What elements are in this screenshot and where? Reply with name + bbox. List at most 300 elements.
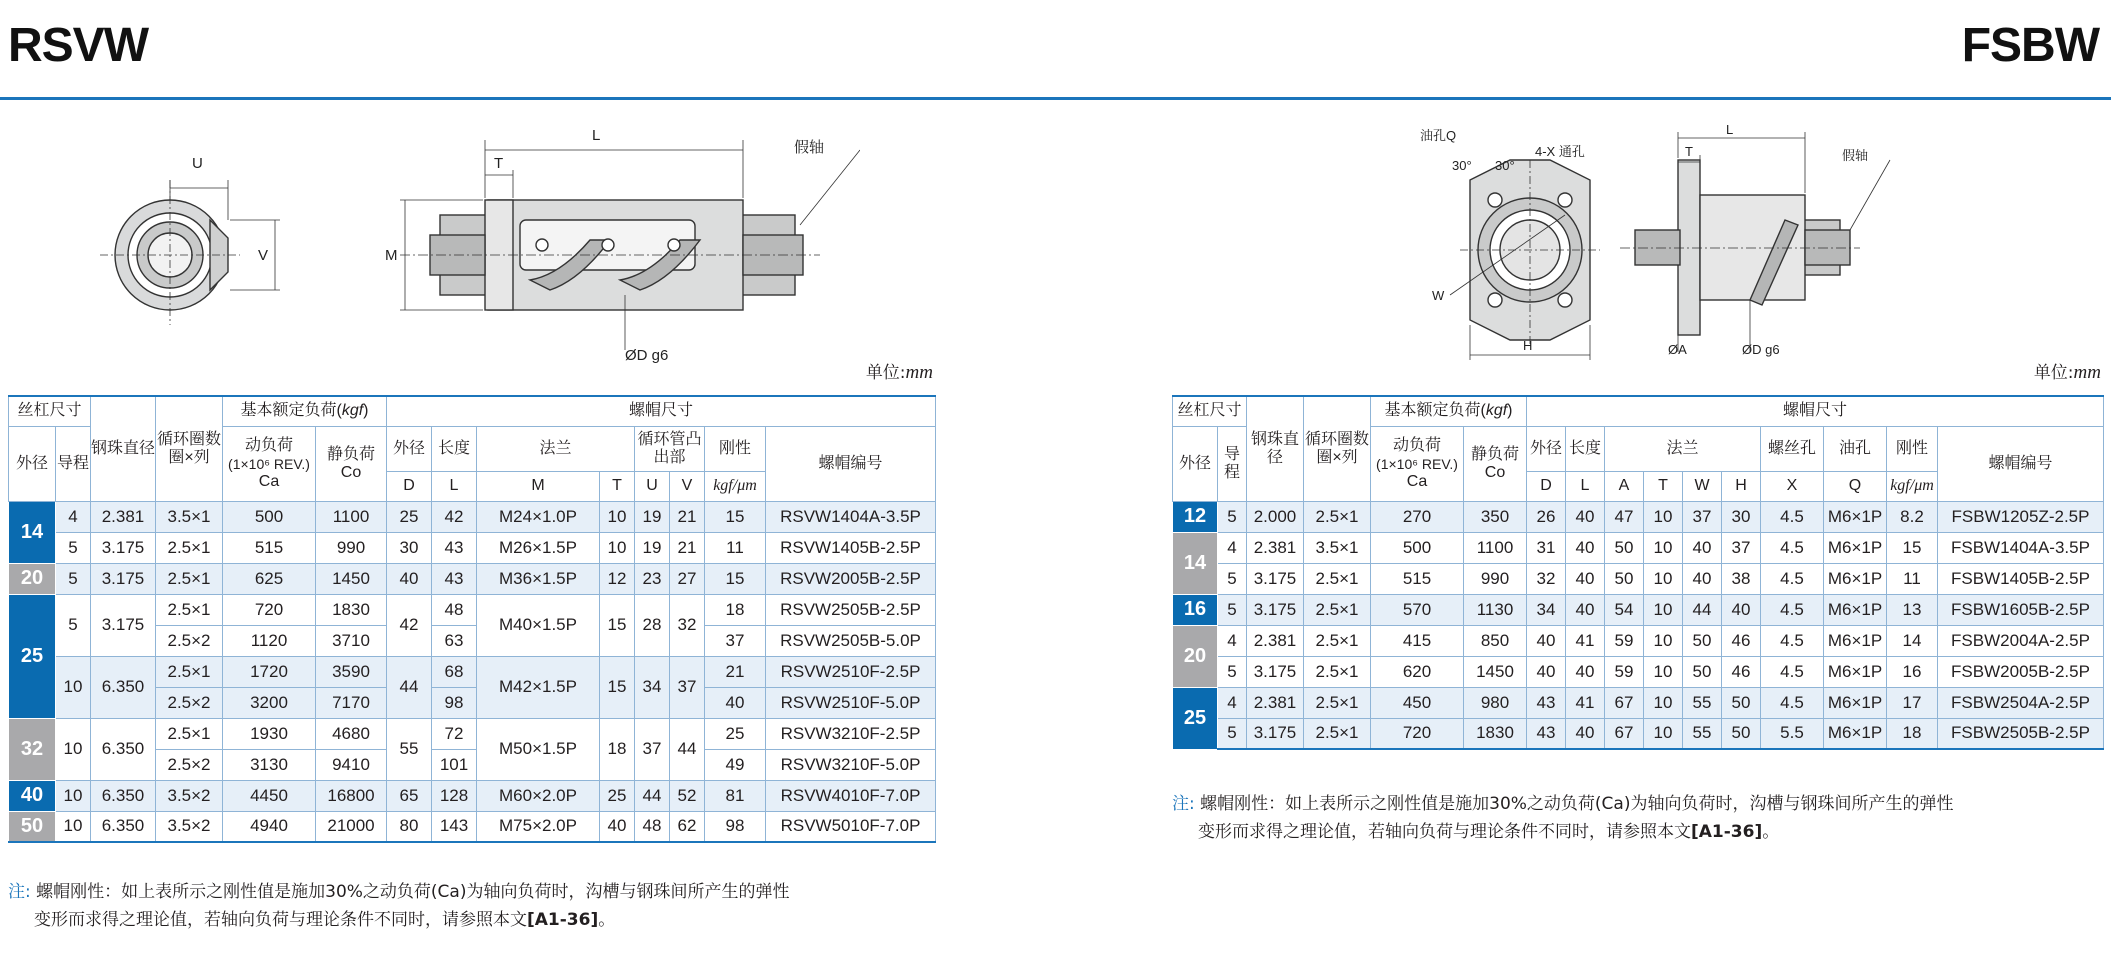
- cell: 25: [600, 780, 635, 811]
- cell: 28: [635, 594, 670, 656]
- cell: 2.381: [1247, 532, 1304, 563]
- cell: 5: [56, 594, 91, 656]
- cell: 2.5×1: [1304, 656, 1371, 687]
- cell: RSVW5010F-7.0P: [766, 811, 936, 842]
- hdr-screw-size-r: 丝杠尺寸: [1173, 396, 1247, 426]
- dim-D-label: ØD g6: [625, 347, 669, 364]
- cell: 43: [432, 532, 477, 563]
- cell: 1100: [316, 501, 387, 532]
- cell: 350: [1464, 501, 1527, 532]
- cell: 55: [387, 718, 432, 780]
- cell: 43: [1527, 718, 1566, 749]
- cell: 16800: [316, 780, 387, 811]
- hdr-bolt-hole: 螺丝孔: [1761, 426, 1824, 471]
- hdr-flange: 法兰: [477, 426, 635, 471]
- cell: 10: [600, 532, 635, 563]
- hdr-Q: Q: [1824, 471, 1887, 501]
- hdr-part-no-r: 螺帽编号: [1938, 426, 2104, 501]
- cell: 10: [1644, 687, 1683, 718]
- cell: 37: [705, 625, 766, 656]
- dim-T-label-r: T: [1685, 144, 1693, 159]
- cell: 50: [1683, 625, 1722, 656]
- cell: 1450: [1464, 656, 1527, 687]
- cell: 42: [432, 501, 477, 532]
- cell: 2.5×1: [1304, 687, 1371, 718]
- cell: 1720: [223, 656, 316, 687]
- cell: 15: [600, 594, 635, 656]
- dia-cell: 25: [1173, 687, 1218, 749]
- hdr-L: L: [432, 471, 477, 501]
- dia-cell: 20: [1173, 625, 1218, 687]
- cell: RSVW1405B-2.5P: [766, 532, 936, 563]
- cell: 55: [1683, 718, 1722, 749]
- cell: 1830: [1464, 718, 1527, 749]
- cell: 37: [635, 718, 670, 780]
- cell: 2.5×1: [1304, 563, 1371, 594]
- dim-T-label: T: [494, 155, 504, 172]
- cell: 2.5×1: [156, 718, 223, 749]
- cell: 50: [1722, 687, 1761, 718]
- cell: 31: [1527, 532, 1566, 563]
- cell: 15: [600, 656, 635, 718]
- cell: 40: [1566, 563, 1605, 594]
- angle-right-label: 30°: [1495, 158, 1515, 173]
- cell: 44: [387, 656, 432, 718]
- cell: 2.5×1: [1304, 594, 1371, 625]
- cell: 30: [1722, 501, 1761, 532]
- cell: 3.5×1: [1304, 532, 1371, 563]
- cell: 128: [432, 780, 477, 811]
- cell: FSBW1205Z-2.5P: [1938, 501, 2104, 532]
- cell: 2.5×1: [156, 594, 223, 625]
- cell: 62: [670, 811, 705, 842]
- table-row: [9, 811, 936, 842]
- cell: 42: [387, 594, 432, 656]
- cell: 72: [432, 718, 477, 749]
- cell: 5: [1218, 594, 1247, 625]
- cell: M6×1P: [1824, 718, 1887, 749]
- dia-cell: 16: [1173, 594, 1218, 625]
- dummy-shaft-label-r: 假轴: [1842, 148, 1869, 163]
- hdr-oil-hole: 油孔: [1824, 426, 1887, 471]
- cell: 15: [705, 563, 766, 594]
- hdr-M: M: [477, 471, 600, 501]
- cell: 65: [387, 780, 432, 811]
- dim-W-label: W: [1432, 288, 1445, 303]
- cell: FSBW1405B-2.5P: [1938, 563, 2104, 594]
- cell: 4450: [223, 780, 316, 811]
- cell: 10: [56, 811, 91, 842]
- cell: 2.000: [1247, 501, 1304, 532]
- cell: 27: [670, 563, 705, 594]
- hdr-H: H: [1722, 471, 1761, 501]
- hdr-circuits-r: 循环圈数圈×列: [1304, 396, 1371, 501]
- dia-cell: 50: [9, 811, 56, 842]
- dim-A-label: ØA: [1668, 342, 1687, 357]
- cell: 4.5: [1761, 563, 1824, 594]
- footnote-right: 注: 螺帽刚性：如上表所示之刚性值是施加30%之动负荷(Ca)为轴向负荷时，沟槽与钢珠间所产生的弹性 变形而求得之理论值，若轴向负荷与理论条件不同时，请参照本文[A1-36]。: [1172, 794, 1954, 842]
- cell: 40: [705, 687, 766, 718]
- hdr-stiff-unit: kgf/μm: [705, 471, 766, 501]
- dia-cell: 14: [1173, 532, 1218, 594]
- cell: 101: [432, 749, 477, 780]
- cell: 19: [635, 532, 670, 563]
- cell: 44: [670, 718, 705, 780]
- cell: M6×1P: [1824, 594, 1887, 625]
- table-row: [1173, 532, 2104, 563]
- cell: 21: [670, 532, 705, 563]
- cell: M75×2.0P: [477, 811, 600, 842]
- hdr-return-tube: 循环管凸出部: [635, 426, 705, 471]
- cell: 5: [1218, 501, 1247, 532]
- cell: 14: [1887, 625, 1938, 656]
- hdr-ball-dia-r: 钢珠直径: [1247, 396, 1304, 501]
- cell: 2.5×1: [1304, 718, 1371, 749]
- cell: RSVW3210F-5.0P: [766, 749, 936, 780]
- cell: 30: [387, 532, 432, 563]
- hdr-outer-dia-r: 外径: [1173, 426, 1218, 501]
- cell: M6×1P: [1824, 501, 1887, 532]
- cell: 10: [1644, 563, 1683, 594]
- cell: 40: [1566, 532, 1605, 563]
- cell: 2.5×1: [156, 563, 223, 594]
- hdr-screw-size: 丝杠尺寸: [9, 396, 91, 426]
- table-row: [9, 594, 936, 625]
- cell: 2.5×1: [156, 656, 223, 687]
- cell: 18: [600, 718, 635, 780]
- cell: M36×1.5P: [477, 563, 600, 594]
- cell: 415: [1371, 625, 1464, 656]
- cell: 34: [1527, 594, 1566, 625]
- fsbw-spec-table: [1172, 395, 2104, 750]
- cell: 1830: [316, 594, 387, 625]
- cell: 4.5: [1761, 687, 1824, 718]
- cell: 18: [705, 594, 766, 625]
- unit-label-left: 单位:mm: [865, 362, 933, 383]
- table-row: [9, 532, 936, 563]
- fsbw-drawing: [1410, 120, 2110, 365]
- hdr-static: 静负荷 Co: [316, 426, 387, 501]
- cell: 5: [1218, 656, 1247, 687]
- cell: 48: [432, 594, 477, 625]
- cell: 5: [56, 532, 91, 563]
- cell: 25: [705, 718, 766, 749]
- cell: FSBW2504A-2.5P: [1938, 687, 2104, 718]
- cell: 40: [600, 811, 635, 842]
- cell: 5: [56, 563, 91, 594]
- cell: 4.5: [1761, 501, 1824, 532]
- cell: 48: [635, 811, 670, 842]
- cell: 3.175: [1247, 563, 1304, 594]
- cell: 4.5: [1761, 532, 1824, 563]
- cell: 43: [432, 563, 477, 594]
- table-row: [1173, 594, 2104, 625]
- cell: 3.5×2: [156, 780, 223, 811]
- cell: 11: [705, 532, 766, 563]
- cell: 10: [56, 656, 91, 718]
- page-title-left: RSVW: [8, 19, 148, 72]
- hdr-A: A: [1605, 471, 1644, 501]
- dim-D-label-r: ØD g6: [1742, 342, 1780, 357]
- dim-L-label-r: L: [1726, 122, 1734, 137]
- oil-hole-label: 油孔Q: [1420, 128, 1457, 143]
- hdr-stiffness: 刚性: [705, 426, 766, 471]
- cell: 4: [56, 501, 91, 532]
- page-title-right: FSBW: [1961, 19, 2099, 72]
- cell: 47: [1605, 501, 1644, 532]
- cell: M50×1.5P: [477, 718, 600, 780]
- table-row: [1173, 718, 2104, 749]
- dia-cell: 12: [1173, 501, 1218, 532]
- cell: 21: [670, 501, 705, 532]
- cell: 3130: [223, 749, 316, 780]
- hdr-outer-dia: 外径: [9, 426, 56, 501]
- cell: 4940: [223, 811, 316, 842]
- dim-L-label: L: [592, 127, 601, 144]
- hdr-circuits: 循环圈数圈×列: [156, 396, 223, 501]
- cell: 3.175: [91, 532, 156, 563]
- hdr-part-no: 螺帽编号: [766, 426, 936, 501]
- cell: 2.381: [1247, 687, 1304, 718]
- dia-cell: 14: [9, 501, 56, 563]
- cell: 44: [1683, 594, 1722, 625]
- cell: FSBW2505B-2.5P: [1938, 718, 2104, 749]
- cell: 40: [1722, 594, 1761, 625]
- cell: 720: [223, 594, 316, 625]
- cell: M6×1P: [1824, 687, 1887, 718]
- cell: 10: [600, 501, 635, 532]
- cell: 50: [1722, 718, 1761, 749]
- cell: 4.5: [1761, 656, 1824, 687]
- cell: 4.5: [1761, 625, 1824, 656]
- cell: 990: [1464, 563, 1527, 594]
- cell: RSVW2510F-2.5P: [766, 656, 936, 687]
- cell: 11: [1887, 563, 1938, 594]
- hdr-U: U: [635, 471, 670, 501]
- cell: RSVW2505B-5.0P: [766, 625, 936, 656]
- hdr-lead: 导程: [56, 426, 91, 501]
- dim-V-label: V: [258, 247, 269, 264]
- cell: FSBW2004A-2.5P: [1938, 625, 2104, 656]
- dummy-shaft-label: 假轴: [794, 139, 825, 156]
- table-row: [1173, 687, 2104, 718]
- cell: 46: [1722, 625, 1761, 656]
- cell: 2.5×1: [1304, 501, 1371, 532]
- cell: 4.5: [1761, 594, 1824, 625]
- cell: 1120: [223, 625, 316, 656]
- dim-H-label: H: [1523, 338, 1533, 353]
- hdr-D-r: D: [1527, 471, 1566, 501]
- hdr-T-r: T: [1644, 471, 1683, 501]
- cell: 80: [387, 811, 432, 842]
- cell: 32: [1527, 563, 1566, 594]
- cell: 46: [1722, 656, 1761, 687]
- hdr-flange-r: 法兰: [1605, 426, 1761, 471]
- cell: 10: [1644, 501, 1683, 532]
- cell: 2.5×1: [156, 532, 223, 563]
- cell: 8.2: [1887, 501, 1938, 532]
- cell: 81: [705, 780, 766, 811]
- cell: 2.5×2: [156, 749, 223, 780]
- cell: 67: [1605, 718, 1644, 749]
- cell: 43: [1527, 687, 1566, 718]
- hdr-dynamic-r: 动负荷 (1×10⁶ REV.) Ca: [1371, 426, 1464, 501]
- cell: 2.5×2: [156, 687, 223, 718]
- cell: 21: [705, 656, 766, 687]
- cell: 10: [1644, 718, 1683, 749]
- cell: 40: [1683, 563, 1722, 594]
- cell: 3.175: [91, 594, 156, 656]
- cell: 3200: [223, 687, 316, 718]
- cell: 3710: [316, 625, 387, 656]
- cell: 98: [432, 687, 477, 718]
- cell: FSBW1404A-3.5P: [1938, 532, 2104, 563]
- cell: RSVW2505B-2.5P: [766, 594, 936, 625]
- hdr-nut-od-r: 外径: [1527, 426, 1566, 471]
- cell: 98: [705, 811, 766, 842]
- cell: RSVW2005B-2.5P: [766, 563, 936, 594]
- cell: 40: [1527, 656, 1566, 687]
- cell: 10: [1644, 594, 1683, 625]
- cell: 50: [1605, 563, 1644, 594]
- cell: 980: [1464, 687, 1527, 718]
- cell: 2.5×2: [156, 625, 223, 656]
- hdr-X: X: [1761, 471, 1824, 501]
- cell: M6×1P: [1824, 656, 1887, 687]
- header-rule: [0, 97, 2111, 100]
- cell: 18: [1887, 718, 1938, 749]
- hdr-nut-len: 长度: [432, 426, 477, 471]
- cell: 6.350: [91, 656, 156, 718]
- cell: 54: [1605, 594, 1644, 625]
- cell: 50: [1683, 656, 1722, 687]
- dia-cell: 32: [9, 718, 56, 780]
- table-row: [9, 718, 936, 749]
- cell: 40: [1566, 718, 1605, 749]
- cell: 40: [387, 563, 432, 594]
- cell: 23: [635, 563, 670, 594]
- cell: 63: [432, 625, 477, 656]
- table-row: [9, 563, 936, 594]
- cell: 40: [1566, 501, 1605, 532]
- cell: 2.381: [91, 501, 156, 532]
- cell: 515: [1371, 563, 1464, 594]
- cell: 4: [1218, 532, 1247, 563]
- cell: 450: [1371, 687, 1464, 718]
- cell: 3.175: [1247, 656, 1304, 687]
- table-row: [1173, 625, 2104, 656]
- hdr-W: W: [1683, 471, 1722, 501]
- cell: 68: [432, 656, 477, 687]
- cell: 32: [670, 594, 705, 656]
- cell: 19: [635, 501, 670, 532]
- cell: 3.5×1: [156, 501, 223, 532]
- hdr-nut-len-r: 长度: [1566, 426, 1605, 471]
- hdr-load-rating-r: 基本额定负荷(kgf): [1371, 396, 1527, 426]
- cell: 143: [432, 811, 477, 842]
- cell: 40: [1566, 656, 1605, 687]
- hdr-L-r: L: [1566, 471, 1605, 501]
- cell: 500: [223, 501, 316, 532]
- cell: 990: [316, 532, 387, 563]
- cell: 3.175: [91, 563, 156, 594]
- cell: 59: [1605, 625, 1644, 656]
- rsvw-drawing: [100, 120, 860, 365]
- through-holes-label: 4-X 通孔: [1535, 144, 1585, 159]
- hdr-lead-r: 导程: [1218, 426, 1247, 501]
- hdr-nut-size: 螺帽尺寸: [387, 396, 936, 426]
- cell: 270: [1371, 501, 1464, 532]
- cell: 1100: [1464, 532, 1527, 563]
- cell: M24×1.0P: [477, 501, 600, 532]
- cell: 515: [223, 532, 316, 563]
- cell: 720: [1371, 718, 1464, 749]
- dia-cell: 20: [9, 563, 56, 594]
- cell: 4680: [316, 718, 387, 749]
- footnote-left: 注: 螺帽刚性：如上表所示之刚性值是施加30%之动负荷(Ca)为轴向负荷时，沟槽与钢珠间所产生的弹性 变形而求得之理论值，若轴向负荷与理论条件不同时，请参照本文[A1-36]。: [8, 882, 790, 930]
- cell: RSVW4010F-7.0P: [766, 780, 936, 811]
- dim-U-label: U: [192, 155, 203, 172]
- cell: 41: [1566, 625, 1605, 656]
- dia-cell: 40: [9, 780, 56, 811]
- cell: 37: [1683, 501, 1722, 532]
- hdr-dynamic: 动负荷 (1×10⁶ REV.) Ca: [223, 426, 316, 501]
- cell: 26: [1527, 501, 1566, 532]
- hdr-T: T: [600, 471, 635, 501]
- cell: RSVW1404A-3.5P: [766, 501, 936, 532]
- cell: 52: [670, 780, 705, 811]
- cell: 37: [670, 656, 705, 718]
- hdr-stiffness-r: 刚性: [1887, 426, 1938, 471]
- cell: 40: [1683, 532, 1722, 563]
- cell: 570: [1371, 594, 1464, 625]
- rsvw-spec-table: [8, 395, 936, 843]
- cell: M42×1.5P: [477, 656, 600, 718]
- hdr-stiff-unit-r: kgf/μm: [1887, 471, 1938, 501]
- dim-M-label: M: [385, 247, 398, 264]
- cell: 13: [1887, 594, 1938, 625]
- cell: 3.175: [1247, 718, 1304, 749]
- cell: 44: [635, 780, 670, 811]
- cell: 1930: [223, 718, 316, 749]
- table-row: [1173, 563, 2104, 594]
- cell: 40: [1527, 625, 1566, 656]
- cell: 41: [1566, 687, 1605, 718]
- cell: 55: [1683, 687, 1722, 718]
- cell: 620: [1371, 656, 1464, 687]
- cell: 500: [1371, 532, 1464, 563]
- cell: 5: [1218, 563, 1247, 594]
- cell: 7170: [316, 687, 387, 718]
- cell: RSVW3210F-2.5P: [766, 718, 936, 749]
- cell: 49: [705, 749, 766, 780]
- cell: 5.5: [1761, 718, 1824, 749]
- cell: 10: [1644, 656, 1683, 687]
- cell: 67: [1605, 687, 1644, 718]
- table-row: [1173, 656, 2104, 687]
- angle-left-label: 30°: [1452, 158, 1472, 173]
- cell: 6.350: [91, 718, 156, 780]
- cell: 12: [600, 563, 635, 594]
- cell: M6×1P: [1824, 625, 1887, 656]
- cell: 17: [1887, 687, 1938, 718]
- table-row: [9, 501, 936, 532]
- cell: M40×1.5P: [477, 594, 600, 656]
- cell: 2.5×1: [1304, 625, 1371, 656]
- cell: 4: [1218, 625, 1247, 656]
- hdr-V: V: [670, 471, 705, 501]
- cell: 2.381: [1247, 625, 1304, 656]
